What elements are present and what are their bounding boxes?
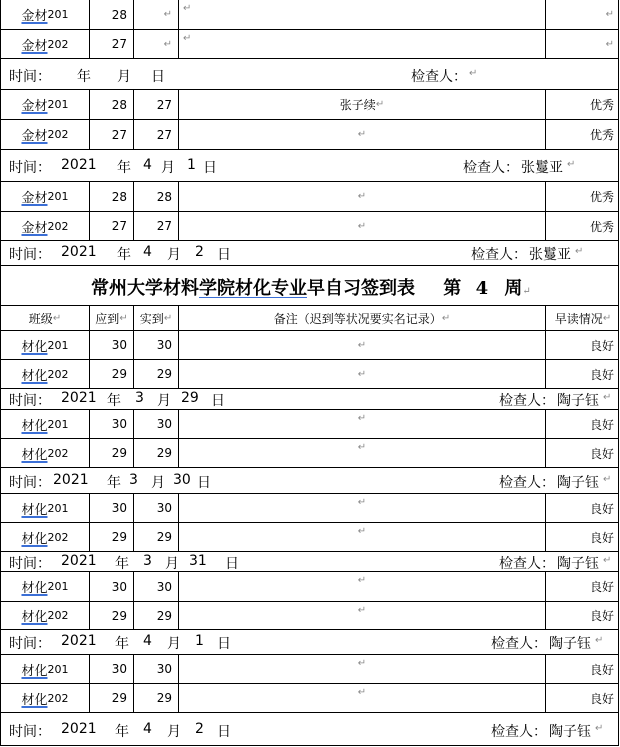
checker-name: 陶子钰 — [557, 475, 599, 491]
note-text: 张子续 — [339, 98, 376, 112]
reading-cell: 良好 — [545, 602, 620, 629]
year-label: 年 — [115, 724, 129, 740]
reading-cell: 良好 — [545, 331, 620, 359]
due-cell: 28 — [89, 182, 133, 211]
class-number: 201 — [47, 190, 69, 203]
class-cell — [1, 360, 89, 388]
class-cell — [1, 523, 89, 551]
table-row — [0, 331, 619, 360]
class-cell — [1, 602, 89, 629]
table-row — [0, 182, 619, 212]
class-name: 金材 — [21, 99, 48, 114]
class-name: 金材 — [21, 38, 48, 54]
month-value: 4 — [143, 244, 152, 260]
day-label: 日 — [217, 636, 231, 652]
para-mark: ↵ — [602, 312, 612, 324]
time-label: 时间： — [9, 393, 51, 409]
table-row — [0, 360, 619, 389]
class-number: 201 — [47, 580, 69, 593]
note-cell: ↵ — [178, 684, 545, 712]
note-cell: ↵ — [178, 655, 545, 683]
class-number: 201 — [47, 417, 69, 431]
reading-cell: 优秀 — [545, 90, 620, 119]
month-value: 3 — [143, 553, 152, 569]
checker-label: 检查人： — [471, 247, 527, 263]
table-row — [0, 30, 619, 59]
week-unit: 周 — [504, 278, 523, 299]
present-cell: 30 — [133, 494, 178, 522]
header-due-text: 应到 — [95, 311, 120, 326]
day-label: 日 — [211, 393, 225, 409]
month-value: 4 — [143, 633, 152, 649]
para-mark: ↵ — [567, 159, 576, 170]
class-name: 材化 — [21, 531, 48, 547]
note-cell: ↵ — [178, 212, 545, 240]
para-mark: ↵ — [575, 246, 584, 257]
class-number: 202 — [47, 367, 69, 381]
month-label: 月 — [167, 247, 181, 263]
present-cell: 27 — [133, 212, 178, 240]
due-cell: 29 — [89, 684, 133, 712]
time-label: 时间： — [9, 160, 51, 176]
reading-cell: ↵ — [545, 30, 620, 58]
note-cell: ↵ — [178, 0, 545, 29]
year-value: 2021 — [61, 390, 97, 406]
note-cell: ↵ — [178, 602, 545, 629]
table-row — [0, 0, 619, 30]
class-cell — [1, 331, 89, 359]
class-number: 202 — [47, 609, 69, 622]
month-value: 3 — [135, 390, 144, 406]
day-label: 日 — [225, 556, 239, 572]
info-row — [0, 241, 619, 266]
header-reading-text: 早读情况 — [554, 311, 603, 326]
info-row — [0, 468, 619, 494]
year-label: 年 — [107, 393, 121, 409]
class-cell — [1, 410, 89, 438]
title-prefix: 常州大学材料 — [91, 278, 199, 299]
note-cell: ↵ — [178, 331, 545, 359]
para-mark: ↵ — [603, 474, 612, 485]
week-number: 4 — [475, 278, 489, 299]
day-value: 2 — [195, 721, 204, 737]
class-number: 201 — [47, 8, 69, 21]
month-value: 4 — [143, 157, 152, 173]
reading-cell: 良好 — [545, 655, 620, 683]
present-cell: ↵ — [133, 30, 178, 58]
table-row — [0, 684, 619, 713]
table-row — [0, 494, 619, 523]
year-label: 年 — [115, 636, 129, 652]
checker-label: 检查人： — [491, 636, 547, 652]
reading-cell: 优秀 — [545, 182, 620, 211]
sheet-title-row — [0, 266, 619, 306]
class-name: 材化 — [21, 663, 48, 679]
day-value: 2 — [195, 244, 204, 260]
reading-cell: 良好 — [545, 572, 620, 601]
table-header — [0, 306, 619, 331]
info-row — [0, 150, 619, 182]
present-cell: 29 — [133, 602, 178, 629]
table-row — [0, 602, 619, 630]
month-label: 月 — [157, 393, 171, 409]
title-suffix: 早自习签到表 — [307, 278, 415, 299]
para-mark: ↵ — [52, 312, 62, 324]
para-mark: ↵ — [595, 635, 604, 646]
table-row — [0, 120, 619, 150]
para-mark: ↵ — [603, 555, 612, 566]
time-label: 时间： — [9, 69, 51, 85]
title-underlined: 学院材化专业 — [199, 278, 307, 299]
year-value: 2021 — [61, 553, 97, 569]
class-name: 金材 — [21, 9, 48, 24]
reading-cell: 良好 — [545, 523, 620, 551]
present-cell: 30 — [133, 655, 178, 683]
class-name: 材化 — [21, 368, 48, 384]
month-value: 4 — [143, 721, 152, 737]
checker-name: 张鬘亚 — [521, 160, 563, 176]
day-label: 日 — [151, 69, 165, 85]
para-mark: ↵ — [595, 723, 604, 734]
para-mark: ↵ — [163, 312, 173, 324]
time-label: 时间： — [9, 475, 51, 491]
note-cell: ↵ — [178, 410, 545, 438]
class-cell — [1, 120, 89, 149]
day-label: 日 — [197, 475, 211, 491]
day-value: 1 — [195, 633, 204, 649]
reading-cell: 良好 — [545, 439, 620, 467]
year-label: 年 — [77, 69, 91, 85]
due-cell: 29 — [89, 602, 133, 629]
table-row — [0, 439, 619, 468]
day-value: 1 — [187, 157, 196, 173]
month-label: 月 — [165, 556, 179, 572]
checker-label: 检查人： — [463, 160, 519, 176]
table-row — [0, 523, 619, 552]
info-row — [0, 713, 619, 746]
due-cell: 28 — [89, 90, 133, 119]
class-number: 201 — [47, 501, 69, 515]
checker-name: 张鬘亚 — [529, 247, 571, 263]
class-cell — [1, 439, 89, 467]
info-row — [0, 552, 619, 572]
year-label: 年 — [117, 160, 131, 176]
week-label: 第 — [443, 278, 462, 299]
due-cell: 30 — [89, 572, 133, 601]
class-name: 材化 — [21, 502, 48, 518]
reading-cell: 良好 — [545, 360, 620, 388]
class-name: 金材 — [21, 220, 48, 236]
table-row — [0, 90, 619, 120]
checker-name: 陶子钰 — [557, 556, 599, 572]
class-name: 材化 — [21, 610, 48, 625]
present-cell: 29 — [133, 439, 178, 467]
reading-cell: 良好 — [545, 684, 620, 712]
due-cell: 29 — [89, 439, 133, 467]
month-value: 3 — [129, 472, 138, 488]
class-cell — [1, 572, 89, 601]
note-cell: ↵ — [178, 494, 545, 522]
class-name: 金材 — [21, 191, 48, 206]
info-row — [0, 59, 619, 90]
class-name: 材化 — [21, 418, 48, 434]
header-due — [89, 306, 133, 330]
class-number: 201 — [47, 662, 69, 676]
note-cell: ↵ — [178, 120, 545, 149]
class-number: 202 — [47, 128, 69, 141]
time-label: 时间： — [9, 556, 51, 572]
day-label: 日 — [203, 160, 217, 176]
reading-cell: 良好 — [545, 494, 620, 522]
header-reading — [545, 306, 620, 330]
class-name: 材化 — [21, 447, 48, 463]
due-cell: 28 — [89, 0, 133, 29]
year-label: 年 — [117, 247, 131, 263]
header-present — [133, 306, 178, 330]
year-label: 年 — [115, 556, 129, 572]
table-row — [0, 212, 619, 241]
class-cell — [1, 182, 89, 211]
present-cell: 29 — [133, 360, 178, 388]
present-cell: ↵ — [133, 0, 178, 29]
year-value: 2021 — [61, 721, 97, 737]
class-name: 金材 — [21, 129, 48, 144]
month-label: 月 — [161, 160, 175, 176]
month-label: 月 — [151, 475, 165, 491]
present-cell: 29 — [133, 684, 178, 712]
class-number: 202 — [47, 691, 69, 705]
class-cell — [1, 684, 89, 712]
present-cell: 27 — [133, 90, 178, 119]
note-cell: ↵ — [178, 182, 545, 211]
year-label: 年 — [107, 475, 121, 491]
checker-name: 陶子钰 — [557, 393, 599, 409]
note-cell: ↵ — [178, 572, 545, 601]
day-value: 31 — [189, 553, 207, 569]
due-cell: 30 — [89, 410, 133, 438]
due-cell: 29 — [89, 360, 133, 388]
day-value: 29 — [181, 390, 199, 406]
class-number: 202 — [47, 219, 69, 233]
present-cell: 30 — [133, 572, 178, 601]
time-label: 时间： — [9, 636, 51, 652]
class-number: 202 — [47, 446, 69, 460]
header-note — [178, 306, 545, 330]
class-cell — [1, 90, 89, 119]
header-class — [1, 306, 89, 330]
present-cell: 27 — [133, 120, 178, 149]
class-cell — [1, 30, 89, 58]
header-note-text: 备注（迟到等状况要实名记录） — [273, 311, 442, 326]
checker-label: 检查人： — [499, 393, 555, 409]
present-cell: 29 — [133, 523, 178, 551]
class-number: 201 — [47, 338, 69, 352]
year-value: 2021 — [61, 157, 97, 173]
month-label: 月 — [167, 724, 181, 740]
class-name: 材化 — [21, 692, 48, 708]
class-number: 202 — [47, 530, 69, 544]
class-number: 201 — [47, 98, 69, 111]
info-row — [0, 630, 619, 655]
class-name: 材化 — [21, 581, 48, 596]
header-present-text: 实到 — [139, 311, 164, 326]
day-value: 30 — [173, 472, 191, 488]
class-cell — [1, 212, 89, 240]
class-cell — [1, 655, 89, 683]
year-value: 2021 — [61, 633, 97, 649]
header-class-text: 班级 — [28, 311, 53, 326]
day-label: 日 — [217, 247, 231, 263]
due-cell: 27 — [89, 120, 133, 149]
due-cell: 27 — [89, 30, 133, 58]
reading-cell: 良好 — [545, 410, 620, 438]
month-label: 月 — [167, 636, 181, 652]
info-row — [0, 389, 619, 410]
para-mark: ↵ — [375, 99, 385, 110]
present-cell: 30 — [133, 331, 178, 359]
para-mark: ↵ — [522, 286, 531, 297]
present-cell: 28 — [133, 182, 178, 211]
due-cell: 27 — [89, 212, 133, 240]
checker-label: 检查人： — [499, 475, 555, 491]
class-cell — [1, 0, 89, 29]
due-cell: 29 — [89, 523, 133, 551]
reading-cell: 优秀 — [545, 212, 620, 240]
year-value: 2021 — [53, 472, 89, 488]
time-label: 时间： — [9, 247, 51, 263]
year-value: 2021 — [61, 244, 97, 260]
note-cell: ↵ — [178, 439, 545, 467]
checker-name: 陶子钰 — [549, 636, 591, 652]
note-cell — [178, 90, 545, 119]
due-cell: 30 — [89, 494, 133, 522]
note-cell: ↵ — [178, 360, 545, 388]
day-label: 日 — [217, 724, 231, 740]
para-mark: ↵ — [603, 392, 612, 403]
sheet-title — [91, 274, 531, 300]
class-name: 材化 — [21, 339, 48, 355]
due-cell: 30 — [89, 655, 133, 683]
class-number: 202 — [47, 37, 69, 51]
para-mark: ↵ — [469, 68, 478, 79]
checker-label: 检查人： — [499, 556, 555, 572]
para-mark: ↵ — [441, 312, 451, 324]
para-mark: ↵ — [119, 312, 128, 324]
present-cell: 30 — [133, 410, 178, 438]
time-label: 时间： — [9, 724, 51, 740]
checker-name: 陶子钰 — [549, 724, 591, 740]
due-cell: 30 — [89, 331, 133, 359]
table-row — [0, 655, 619, 684]
month-label: 月 — [117, 69, 131, 85]
class-cell — [1, 494, 89, 522]
reading-cell: ↵ — [545, 0, 620, 29]
checker-label: 检查人： — [411, 69, 467, 85]
checker-label: 检查人： — [491, 724, 547, 740]
note-cell: ↵ — [178, 523, 545, 551]
reading-cell: 优秀 — [545, 120, 620, 149]
table-row — [0, 410, 619, 439]
note-cell: ↵ — [178, 30, 545, 58]
table-row — [0, 572, 619, 602]
